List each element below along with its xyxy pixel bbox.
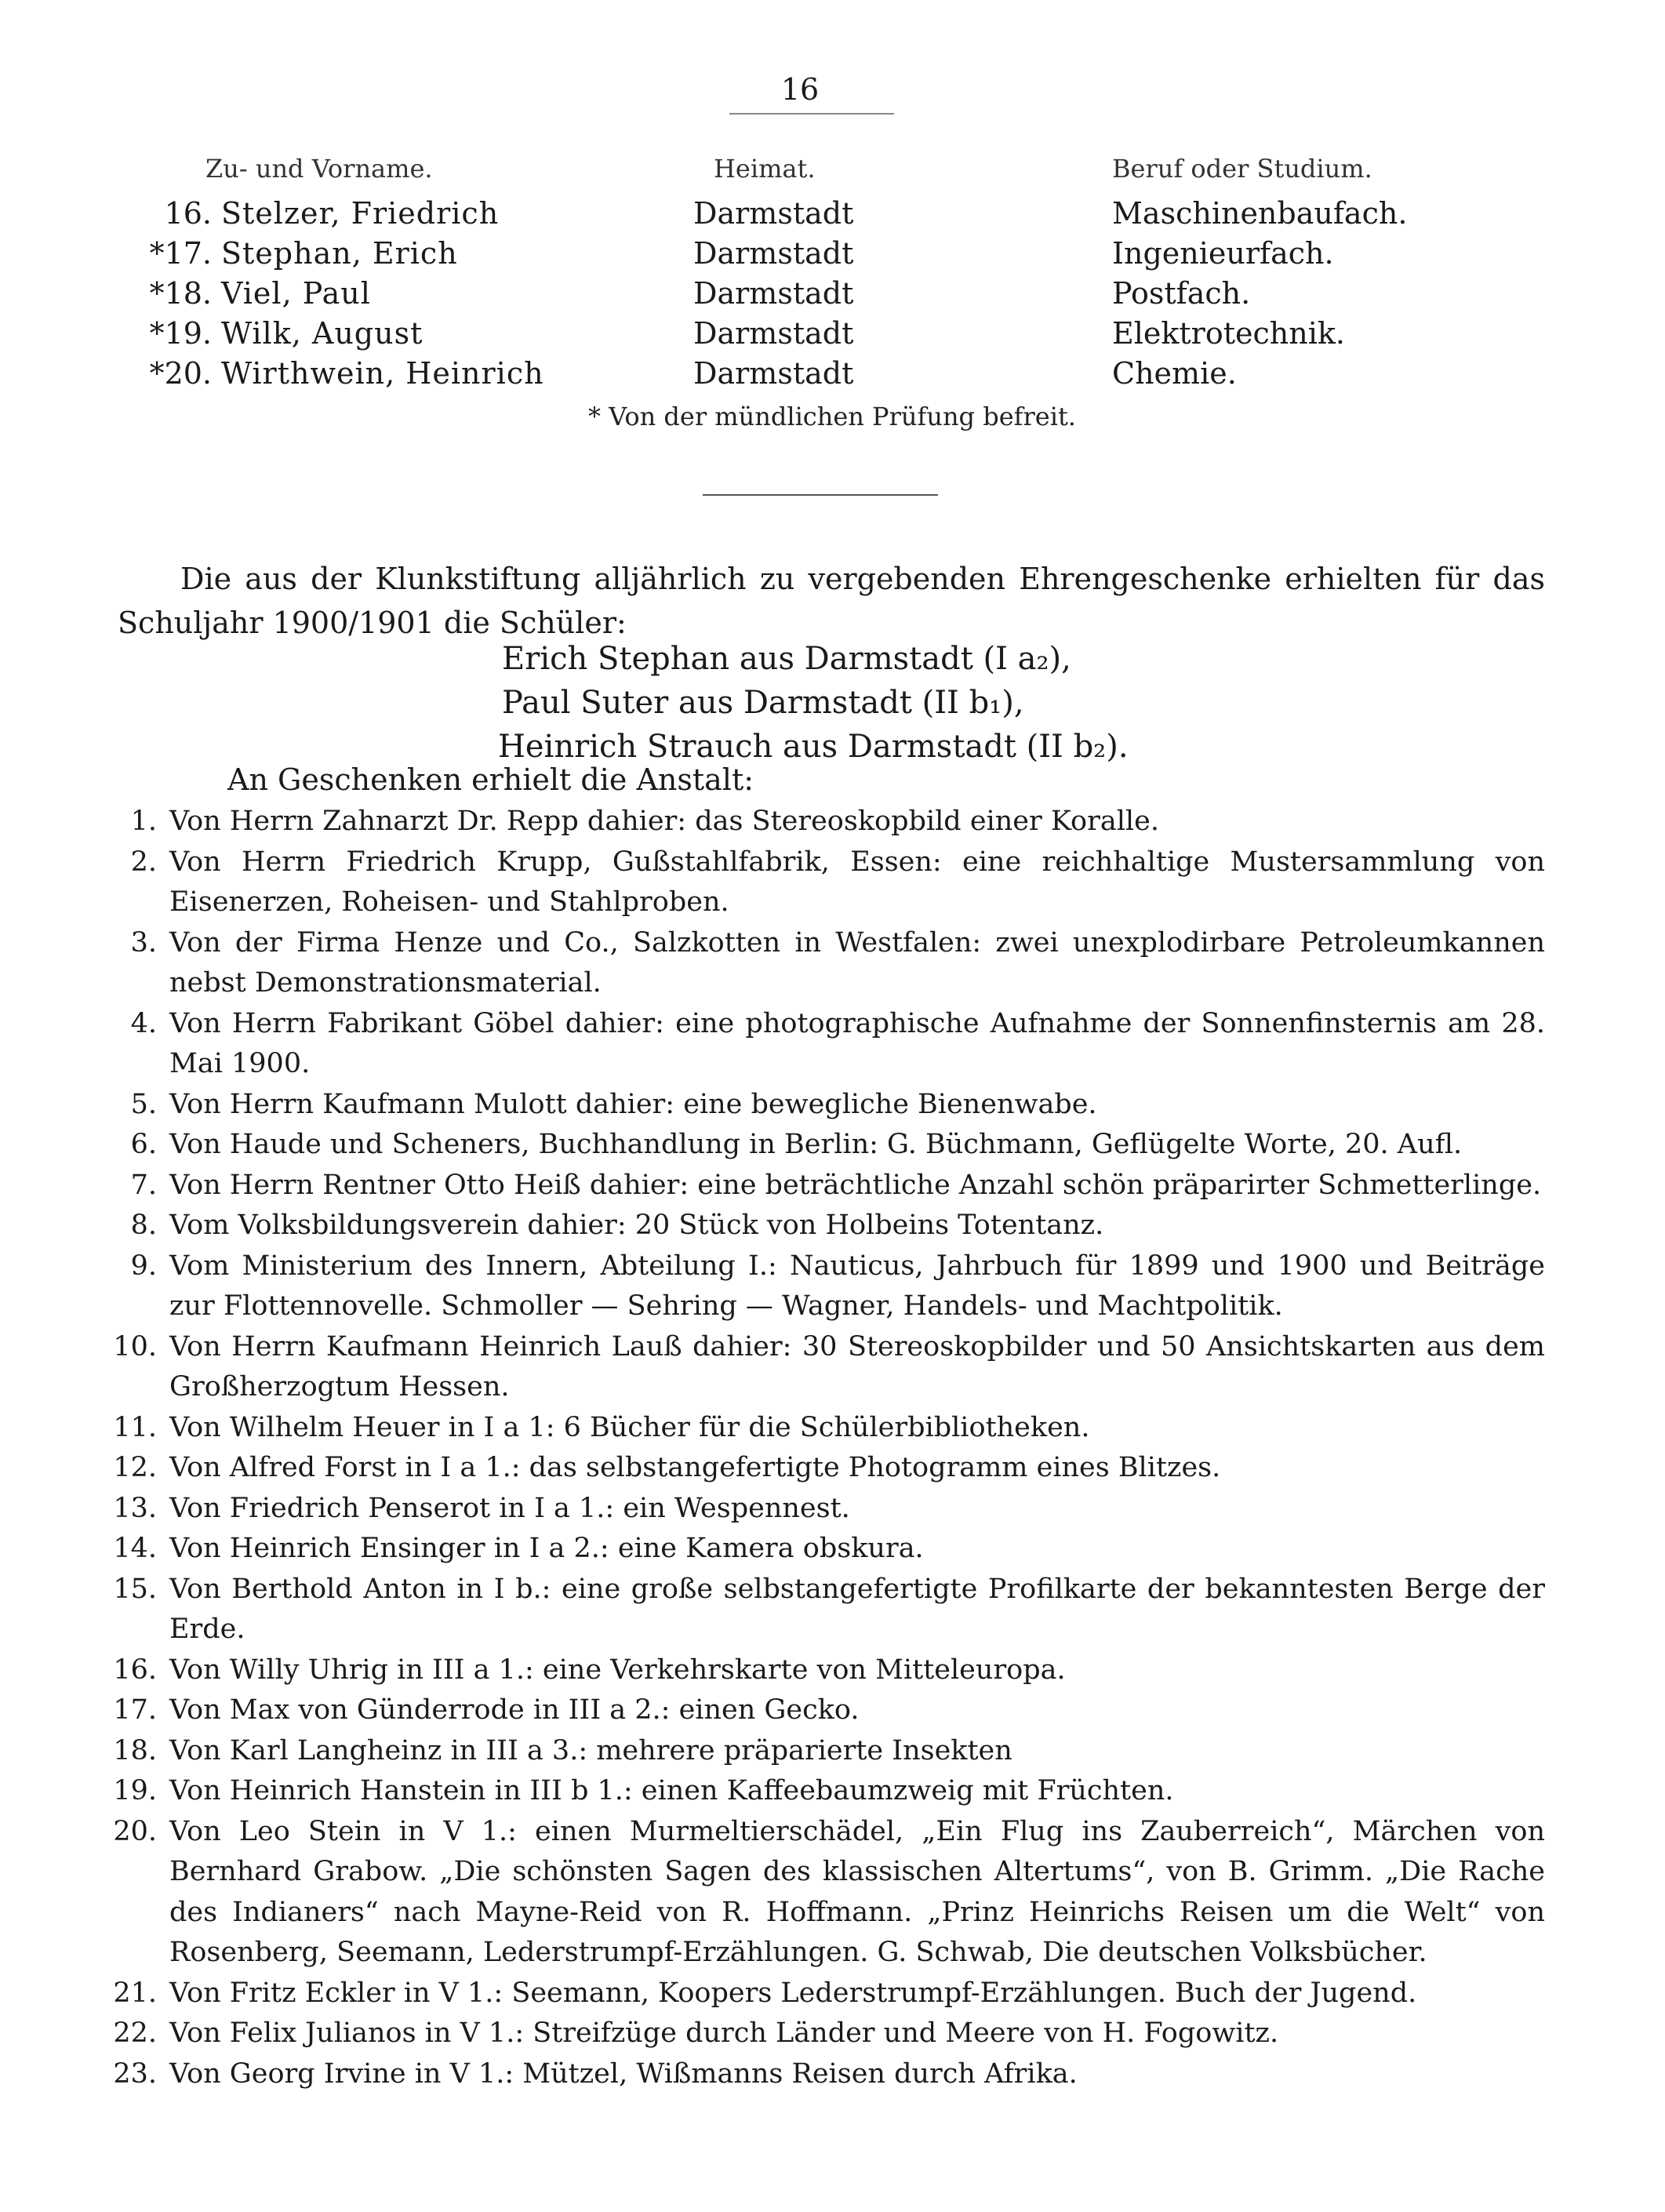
- list-item: [94, 1327, 1545, 1408]
- item-number: 10.: [113, 1330, 157, 1362]
- table-row: [0, 196, 1665, 235]
- column-header-profession: Beruf oder Studium.: [1112, 154, 1372, 184]
- item-number: 22.: [113, 2017, 157, 2049]
- table-row: [0, 356, 1665, 395]
- item-text: Von Herrn Kaufmann Heinrich Lauß dahier: 30 Stereoskopbilder und 50 Ansichtskarten aus dem Großherzogtum Hessen.: [169, 1330, 1545, 1403]
- item-number: 19.: [113, 1775, 157, 1806]
- recipients-list: [486, 637, 1129, 769]
- item-number: 1.: [130, 806, 157, 837]
- list-item: [94, 1125, 1545, 1166]
- row-number: 16.: [164, 196, 212, 231]
- row-profession: Postfach.: [1112, 276, 1251, 311]
- row-name: Viel, Paul: [221, 276, 371, 311]
- item-number: 20.: [113, 1815, 157, 1847]
- item-text: Von Herrn Zahnarzt Dr. Repp dahier: das Stereoskopbild einer Koralle.: [169, 806, 1159, 837]
- item-number: 18.: [113, 1734, 157, 1766]
- item-text: Vom Volksbildungsverein dahier: 20 Stück von Holbeins Totentanz.: [169, 1210, 1104, 1241]
- item-number: 17.: [113, 1694, 157, 1726]
- list-item: [94, 2014, 1545, 2054]
- item-number: 2.: [130, 846, 157, 878]
- table-row: [0, 236, 1665, 275]
- list-item: [94, 1408, 1545, 1449]
- list-item: [94, 1529, 1545, 1570]
- item-text: Von Karl Langheinz in III a 3.: mehrere präparierte Insekten: [169, 1734, 1012, 1766]
- item-number: 4.: [130, 1007, 157, 1039]
- row-name: Wilk, August: [221, 316, 424, 351]
- list-item: [94, 842, 1545, 923]
- item-number: 5.: [130, 1088, 157, 1120]
- item-text: Von Fritz Eckler in V 1.: Seemann, Koopers Lederstrumpf-Erzählungen. Buch der Jugend.: [169, 1977, 1417, 2009]
- list-item: [94, 1812, 1545, 1974]
- item-text: Von Heinrich Ensinger in I a 2.: eine Kamera obskura.: [169, 1533, 924, 1564]
- row-home: Darmstadt: [693, 316, 854, 351]
- item-number: 15.: [113, 1573, 157, 1605]
- page-number: 16: [780, 72, 820, 107]
- item-text: Von Heinrich Hanstein in III b 1.: einen Kaffeebaumzweig mit Früchten.: [169, 1775, 1174, 1806]
- item-text: Von Willy Uhrig in III a 1.: eine Verkehrskarte von Mitteleuropa.: [169, 1654, 1066, 1686]
- item-number: 9.: [130, 1250, 157, 1282]
- item-text: Von Herrn Rentner Otto Heiß dahier: eine beträchtliche Anzahl schön präparirter Schmetterlinge.: [169, 1169, 1542, 1201]
- list-item: [94, 1650, 1545, 1691]
- list-item: [94, 1489, 1545, 1530]
- item-number: 12.: [113, 1452, 157, 1483]
- item-text: Von Herrn Friedrich Krupp, Gußstahlfabrik, Essen: eine reichhaltige Mustersammlung von Eisenerzen, Roheisen- und Stahlproben.: [169, 846, 1545, 918]
- item-text: Von Felix Julianos in V 1.: Streifzüge durch Länder und Meere von H. Fogowitz.: [169, 2017, 1279, 2049]
- row-home: Darmstadt: [693, 236, 854, 271]
- list-item: [94, 1570, 1545, 1650]
- row-name: Stelzer, Friedrich: [221, 196, 500, 231]
- item-number: 16.: [113, 1654, 157, 1686]
- item-number: 7.: [130, 1169, 157, 1201]
- item-number: 8.: [130, 1210, 157, 1241]
- list-item: [94, 1731, 1545, 1772]
- row-home: Darmstadt: [693, 196, 854, 231]
- recipient-line: Heinrich Strauch aus Darmstadt (II b₂).: [498, 729, 1129, 765]
- row-name: Wirthwein, Heinrich: [221, 356, 544, 391]
- column-header-name: Zu- und Vorname.: [205, 154, 433, 184]
- item-number: 21.: [113, 1977, 157, 2009]
- row-name: Stephan, Erich: [221, 236, 458, 271]
- row-profession: Chemie.: [1112, 356, 1237, 391]
- gifts-list: [94, 802, 1545, 2094]
- item-text: Von Haude und Scheners, Buchhandlung in Berlin: G. Büchmann, Geflügelte Worte, 20. Aufl.: [169, 1129, 1463, 1160]
- list-item: [94, 1004, 1545, 1085]
- item-text: Von Herrn Kaufmann Mulott dahier: eine bewegliche Bienenwabe.: [169, 1088, 1097, 1120]
- item-text: Von Alfred Forst in I a 1.: das selbstangefertigte Photogramm eines Blitzes.: [169, 1452, 1221, 1483]
- list-item: [94, 1085, 1545, 1126]
- list-item: [94, 1206, 1545, 1246]
- table-row: [0, 276, 1665, 315]
- gifts-heading: An Geschenken erhielt die Anstalt:: [227, 762, 754, 797]
- section-divider: [703, 494, 938, 496]
- row-number: *18.: [149, 276, 212, 311]
- row-home: Darmstadt: [693, 276, 854, 311]
- list-item: [94, 1974, 1545, 2014]
- item-number: 3.: [130, 926, 157, 959]
- item-number: 13.: [113, 1492, 157, 1524]
- list-item: [94, 1246, 1545, 1327]
- item-number: 14.: [113, 1533, 157, 1564]
- recipient-line: Erich Stephan aus Darmstadt (I a₂),: [502, 641, 1071, 677]
- row-number: *17.: [149, 236, 212, 271]
- list-item: [94, 2054, 1545, 2095]
- row-number: *20.: [149, 356, 212, 391]
- page-number-rule: [729, 113, 894, 115]
- table-footnote: * Von der mündlichen Prüfung befreit.: [588, 402, 1076, 431]
- item-number: 11.: [113, 1411, 157, 1443]
- list-item: [94, 1690, 1545, 1731]
- row-number: *19.: [149, 316, 212, 351]
- recipient-line: Paul Suter aus Darmstadt (II b₁),: [502, 685, 1024, 721]
- item-text: Von der Firma Henze und Co., Salzkotten in Westfalen: zwei unexplodirbare Petroleumkannen nebst Demonstrationsmaterial.: [169, 926, 1545, 999]
- list-item: [94, 1166, 1545, 1206]
- list-item: [94, 1771, 1545, 1812]
- row-profession: Maschinenbaufach.: [1112, 196, 1408, 231]
- row-home: Darmstadt: [693, 356, 854, 391]
- item-text: Von Wilhelm Heuer in I a 1: 6 Bücher für die Schülerbibliotheken.: [169, 1411, 1090, 1443]
- row-profession: Elektrotechnik.: [1112, 316, 1345, 351]
- list-item: [94, 1448, 1545, 1489]
- row-profession: Ingenieurfach.: [1112, 236, 1334, 271]
- list-item: [94, 802, 1545, 842]
- item-text: Von Herrn Fabrikant Göbel dahier: eine photographische Aufnahme der Sonnenfinsternis am 28. Mai 1900.: [169, 1007, 1545, 1079]
- item-text: Vom Ministerium des Innern, Abteilung I.: Nauticus, Jahrbuch für 1899 und 1900 und Beiträge zur Flottennovelle. Schmoller — Sehring — Wagner, Handels- und Machtpolitik.: [169, 1250, 1545, 1322]
- list-item: [94, 923, 1545, 1004]
- item-text: Von Berthold Anton in I b.: eine große selbstangefertigte Profilkarte der bekanntesten Berge der Erde.: [169, 1573, 1545, 1645]
- column-header-home: Heimat.: [714, 154, 816, 184]
- item-text: Von Georg Irvine in V 1.: Mützel, Wißmanns Reisen durch Afrika.: [169, 2057, 1078, 2090]
- item-text: Von Friedrich Penserot in I a 1.: ein Wespennest.: [169, 1492, 850, 1524]
- table-row: [0, 316, 1665, 355]
- item-text: Von Max von Günderrode in III a 2.: einen Gecko.: [169, 1694, 860, 1726]
- intro-paragraph: Die aus der Klunkstiftung alljährlich zu vergebenden Ehrengeschenke erhielten für das Schuljahr 1900/1901 die Schüler:: [118, 562, 1545, 640]
- item-number: 6.: [130, 1129, 157, 1160]
- item-text: Von Leo Stein in V 1.: einen Murmeltierschädel, „Ein Flug ins Zauberreich“, Märchen von Bernhard Grabow. „Die schönsten Sagen des klassischen Altertums“, von B. Grimm. „Die Rache des Indianers“ nach Mayne-Reid von R. Hoffmann. „Prinz Heinrichs Reisen um die Welt“ von Rosenberg, Seemann, Lederstrumpf-Erzählungen. G. Schwab, Die deutschen Volksbücher.: [169, 1815, 1545, 1968]
- item-number: 23.: [113, 2057, 157, 2090]
